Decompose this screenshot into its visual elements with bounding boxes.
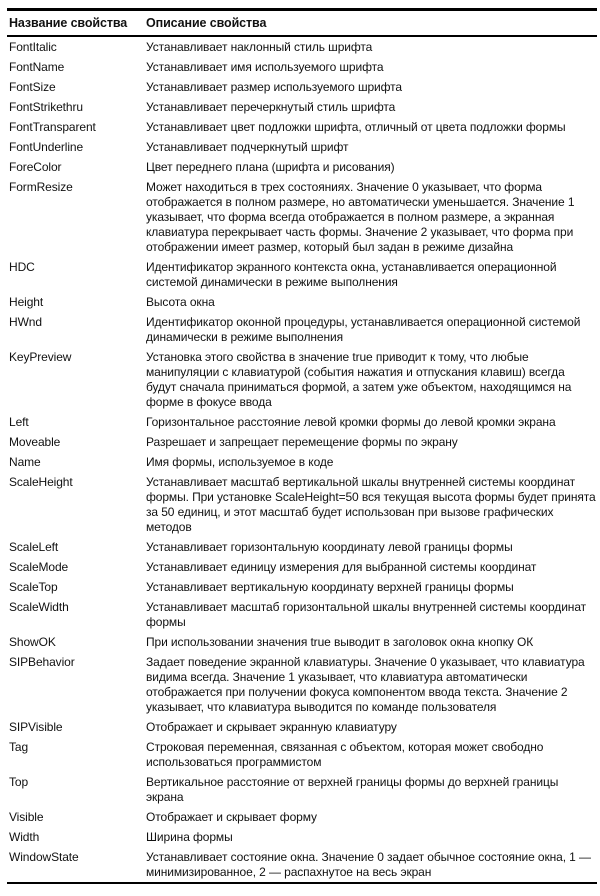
property-name-cell: FontUnderline [9,140,84,154]
table-row [7,412,597,432]
property-name-cell: Width [9,830,40,844]
property-description-cell: Устанавливает размер используемого шрифта [146,80,402,94]
property-name-cell: ScaleLeft [9,540,59,554]
property-name-cell: FontStrikethru [9,100,83,114]
table-row [7,472,597,537]
property-name-cell: SIPBehavior [9,655,75,669]
property-name-cell: HDC [9,260,35,274]
property-name-cell: HWnd [9,315,42,329]
property-description-cell: Вертикальное расстояние от верхней границы формы до верхней границы экрана [146,775,559,804]
property-name-cell: Name [9,455,41,469]
property-description-cell: Устанавливает имя используемого шрифта [146,60,384,74]
table-row [7,807,597,827]
table-row [7,432,597,452]
property-description-cell: Строковая переменная, связанная с объектом, которая может свободно использоваться программистом [146,740,544,769]
column-header-property-name: Название свойства [7,10,144,37]
table-row [7,347,597,412]
property-description-cell: Устанавливает вертикальную координату верхней границы формы [146,580,514,594]
property-description-cell: При использовании значения true выводит в заголовок окна кнопку ОК [146,635,534,649]
table-body [7,36,597,883]
property-name-cell: Top [9,775,29,789]
property-description-cell: Устанавливает подчеркнутый шрифт [146,140,349,154]
property-name-cell: Visible [9,810,44,824]
table-row [7,717,597,737]
property-name-cell: ScaleMode [9,560,69,574]
table-row [7,537,597,557]
table-row [7,57,597,77]
property-name-cell: SIPVisible [9,720,63,734]
property-description-cell: Устанавливает цвет подложки шрифта, отличный от цвета подложки формы [146,120,566,134]
table-row [7,292,597,312]
property-description-cell: Ширина формы [146,830,233,844]
property-name-cell: FormResize [9,180,73,194]
property-name-cell: ScaleTop [9,580,58,594]
table-row [7,177,597,257]
properties-table [7,8,597,884]
property-description-cell: Горизонтальное расстояние левой кромки формы до левой кромки экрана [146,415,556,429]
property-description-cell: Разрешает и запрещает перемещение формы по экрану [146,435,458,449]
property-name-cell: WindowState [9,850,79,864]
property-description-cell: Отображает и скрывает экранную клавиатуру [146,720,397,734]
table-row [7,97,597,117]
property-name-cell: FontTransparent [9,120,96,134]
table-row [7,652,597,717]
property-description-cell: Устанавливает перечеркнутый стиль шрифта [146,100,396,114]
table-row [7,577,597,597]
table-row [7,257,597,292]
property-name-cell: FontItalic [9,40,57,54]
property-name-cell: Left [9,415,29,429]
property-description-cell: Имя формы, используемое в коде [146,455,334,469]
table-header [7,10,597,37]
property-description-cell: Устанавливает масштаб горизонтальной шкалы внутренней системы координат формы [146,600,587,629]
property-description-cell: Устанавливает наклонный стиль шрифта [146,40,373,54]
header-row [7,10,597,37]
table-row [7,452,597,472]
property-name-cell: Moveable [9,435,61,449]
table-row [7,77,597,97]
table-row [7,772,597,807]
property-description-cell: Устанавливает горизонтальную координату левой границы формы [146,540,513,554]
table-row [7,36,597,57]
property-description-cell: Устанавливает единицу измерения для выбранной системы координат [146,560,537,574]
property-description-cell: Установка этого свойства в значение true приводит к тому, что любые манипуляции с клавиатурой (события нажатия и отпускания клавиш) всегда будут сначала приниматься формой, а затем уже объектом, находящимся на форме в фокусе ввода [146,350,572,409]
column-header-property-description: Описание свойства [144,10,597,37]
property-name-cell: ScaleWidth [9,600,69,614]
property-description-cell: Цвет переднего плана (шрифта и рисования) [146,160,395,174]
table-row [7,597,597,632]
property-description-cell: Высота окна [146,295,215,309]
table-row [7,632,597,652]
table-row [7,847,597,883]
property-description-cell: Отображает и скрывает форму [146,810,317,824]
table-row [7,737,597,772]
property-description-cell: Устанавливает масштаб вертикальной шкалы внутренней системы координат формы. При установке ScaleHeight=50 вся текущая высота формы будет принята за 50 единиц, и этот масштаб будет использован при вызове графических методов [146,475,596,534]
property-description-cell: Задает поведение экранной клавиатуры. Значение 0 указывает, что клавиатура видима всегда. Значение 1 указывает, что клавиатура автоматически отображается при получении фокуса компонентом ввода текста. Значение 2 указывает, что клавиатура выводится по команде пользователя [146,655,585,714]
property-description-cell: Может находиться в трех состояниях. Значение 0 указывает, что форма отображается в полном размере, но автоматически уменьшается. Значение 1 указывает, что форма всегда отображается в полном размере, а экранная клавиатура перекрывает часть формы. Значение 2 указывает, что форма при отображении имеет размер, который был задан в режиме дизайна [146,180,575,254]
property-name-cell: KeyPreview [9,350,72,364]
property-description-cell: Устанавливает состояние окна. Значение 0 задает обычное состояние окна, 1 — минимизированное, 2 — распахнутое на весь экран [146,850,591,879]
property-description-cell: Идентификатор экранного контекста окна, устанавливается операционной системой динамически в режиме выполнения [146,260,557,289]
table-row [7,312,597,347]
property-name-cell: ForeColor [9,160,62,174]
table-row [7,827,597,847]
property-name-cell: FontSize [9,80,56,94]
table-row [7,117,597,137]
property-name-cell: ShowOK [9,635,56,649]
property-name-cell: Tag [9,740,29,754]
table-row [7,157,597,177]
property-name-cell: ScaleHeight [9,475,73,489]
property-name-cell: FontName [9,60,65,74]
property-name-cell: Height [9,295,44,309]
table-row [7,137,597,157]
property-description-cell: Идентификатор оконной процедуры, устанавливается операционной системой динамически в режиме выполнения [146,315,581,344]
table-row [7,557,597,577]
